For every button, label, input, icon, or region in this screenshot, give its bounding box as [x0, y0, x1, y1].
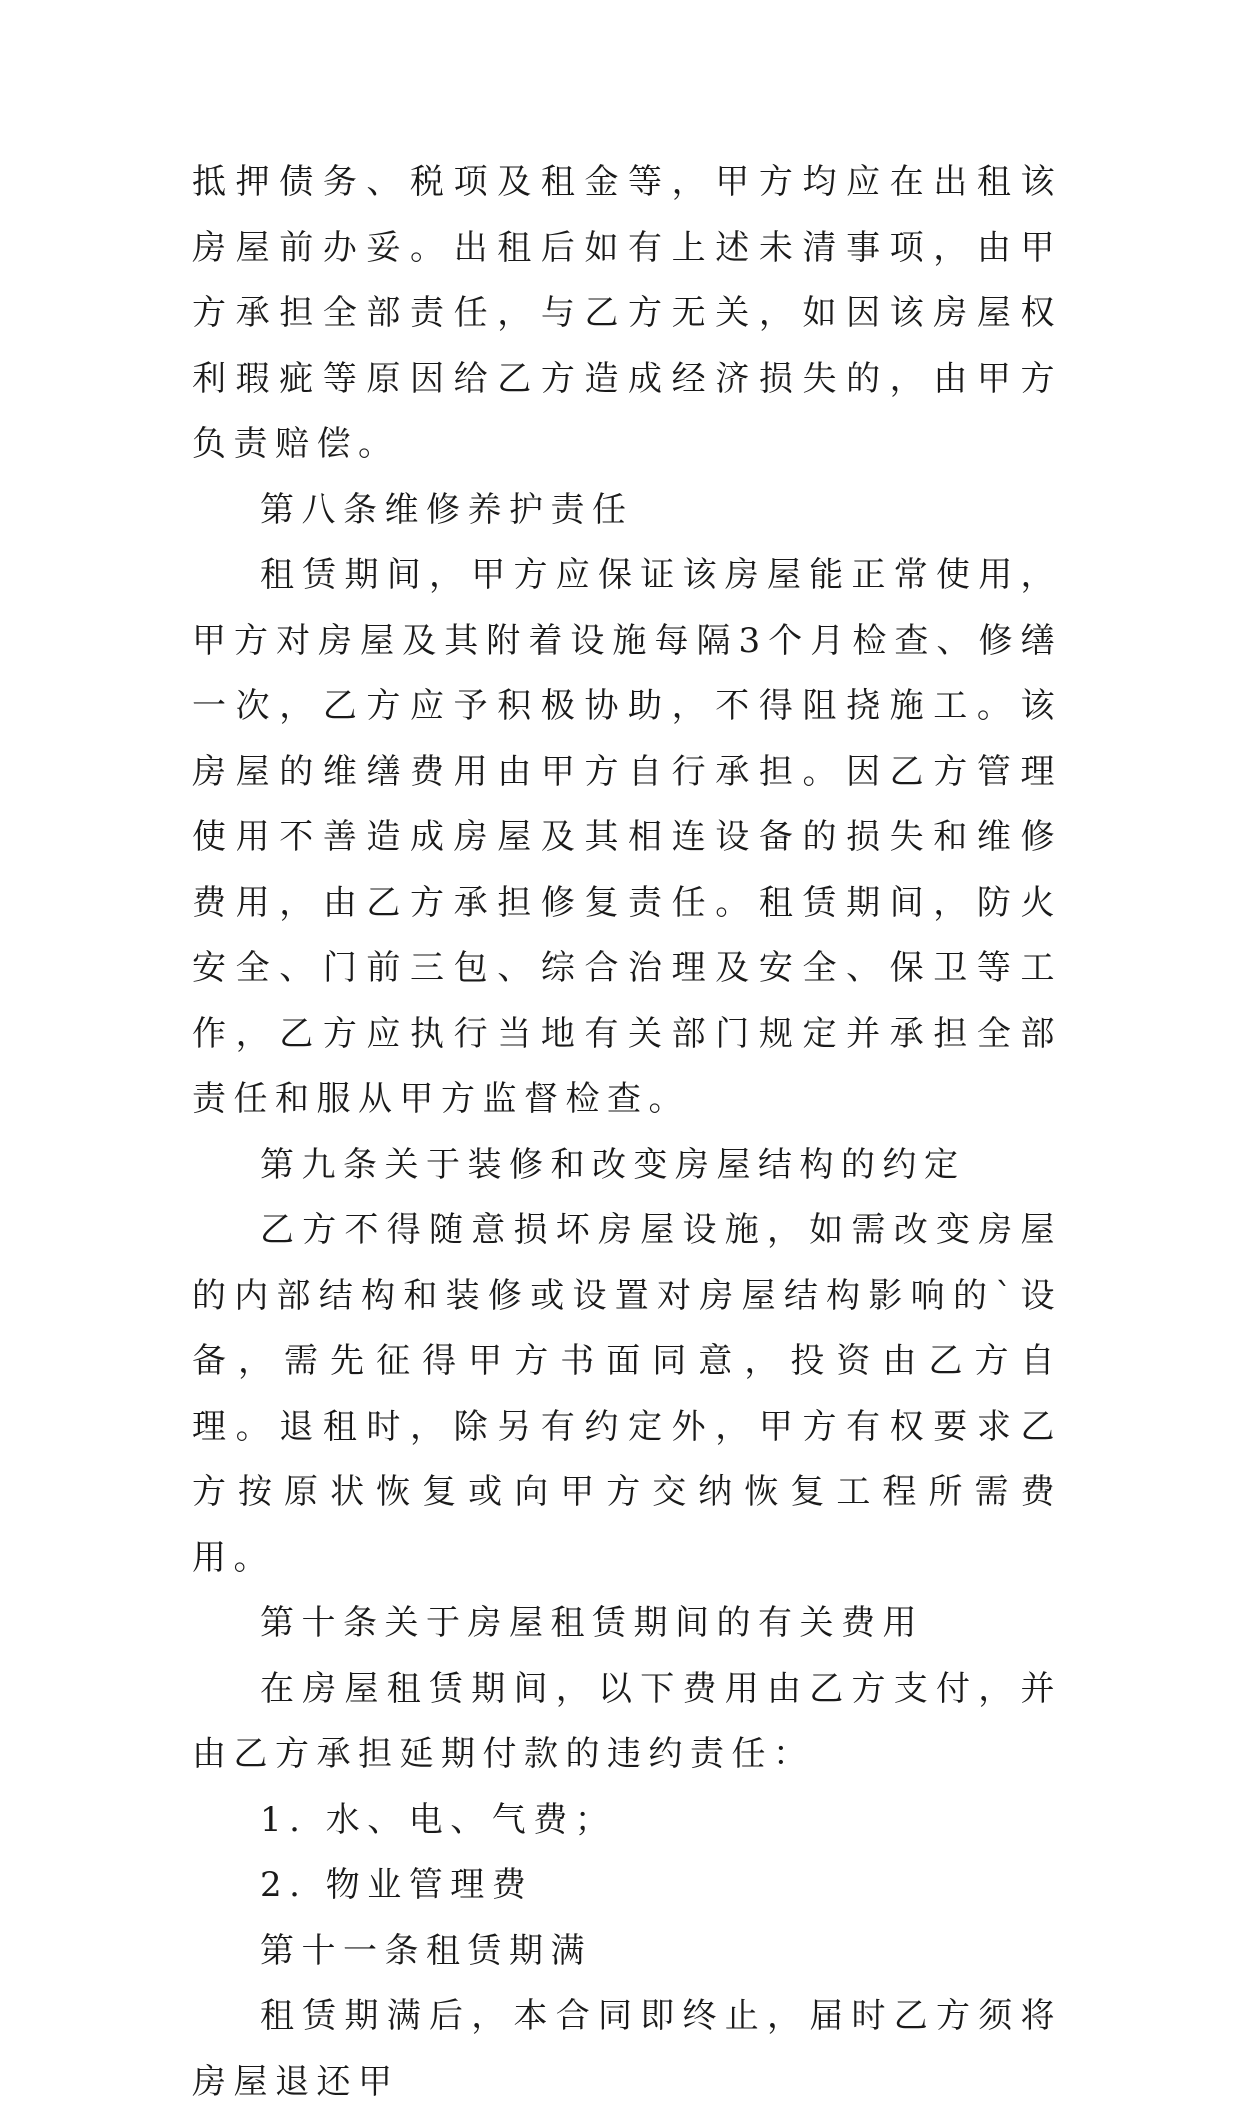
list-item-2: 2. 物业管理费	[260, 1865, 534, 1905]
article-11-heading: 第十一条租赁期满	[260, 1930, 592, 1971]
article-11-body: 租赁期满后，本合同即终止，届时乙方须将房屋退还甲	[192, 1996, 1062, 2102]
article-8-body: 租赁期间，甲方应保证该房屋能正常使用，甲方对房屋及其附着设施每隔3个月检查、修缮一次，乙方应予积极协助，不得阻挠施工。该房屋的维缮费用由甲方自行承担。因乙方管理使用不善造成房屋及其相连设备的损失和维修费用，由乙方承担修复责任。租赁期间，防火安全、门前三包、综合治理及安全、保卫等工作，乙方应执行当地有关部门规定并承担全部责任和服从甲方监督检查。	[192, 555, 1062, 1119]
article-10-body: 在房屋租赁期间，以下费用由乙方支付，并由乙方承担延期付款的违约责任：	[192, 1668, 1062, 1774]
article-9-heading: 第九条关于装修和改变房屋结构的约定	[260, 1144, 966, 1185]
article-8-heading: 第八条维修养护责任	[260, 489, 634, 530]
paragraph-continuation: 抵押债务、税项及租金等，甲方均应在出租该房屋前办妥。出租后如有上述未清事项，由甲方承担全部责任，与乙方无关，如因该房屋权利瑕疵等原因给乙方造成经济损失的，由甲方负责赔偿。	[192, 162, 1062, 464]
document-body	[192, 150, 1062, 2115]
article-10-heading: 第十条关于房屋租赁期间的有关费用	[260, 1603, 924, 1643]
article-9-body: 乙方不得随意损坏房屋设施，如需改变房屋的内部结构和装修或设置对房屋结构影响的`设备，需先征得甲方书面同意，投资由乙方自理。退租时，除另有约定外，甲方有权要求乙方按原状恢复或向甲方交纳恢复工程所需费用。	[192, 1210, 1062, 1578]
list-item-1: 1. 水、电、气费；	[260, 1799, 617, 1840]
